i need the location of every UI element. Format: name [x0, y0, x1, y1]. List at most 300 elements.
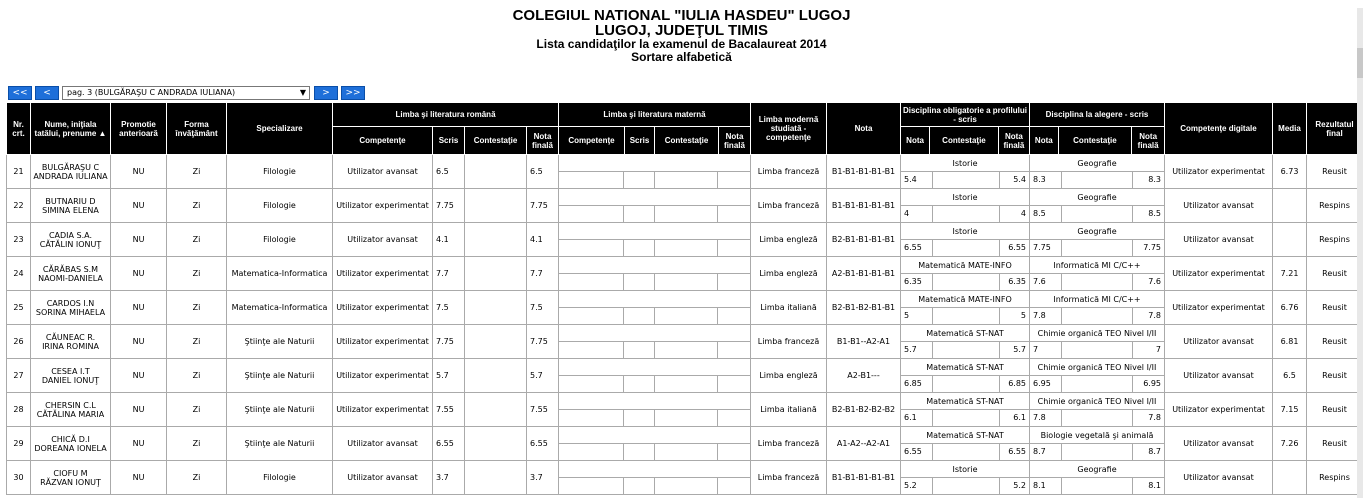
name-line1: BULGĂRAŞU C — [41, 162, 100, 172]
cell-scris: 6.55 — [433, 427, 465, 461]
cell-promotie: NU — [111, 427, 167, 461]
cell-nota-finala: 6.55 — [527, 427, 559, 461]
alg-name: Geografie — [1030, 224, 1164, 240]
cell-lmaterna — [559, 223, 751, 257]
cell-scris: 3.7 — [433, 461, 465, 495]
alg-name: Biologie vegetală şi animală — [1030, 428, 1164, 444]
cell-media — [1273, 189, 1307, 223]
obl-cont — [933, 444, 1000, 460]
obl-cont — [933, 478, 1000, 494]
alg-nota-finala: 7 — [1155, 345, 1161, 354]
cell-scris: 7.75 — [433, 189, 465, 223]
obl-nota-finala: 6.55 — [1008, 447, 1026, 456]
sub-cont: Contestaţie — [655, 127, 719, 155]
cell-nota: B2-B1-B1-B1-B1 — [827, 223, 901, 257]
cell-contestatie — [465, 359, 527, 393]
cell-limba-moderna: Limba engleză — [751, 257, 827, 291]
cell-disciplina-alegere — [1030, 291, 1165, 325]
alg-name: Informatică MI C/C++ — [1030, 292, 1164, 308]
col-lmod: Limba modernă studiată - competenţe — [751, 103, 827, 155]
alg-cont — [1062, 410, 1133, 426]
cell-forma: Zi — [167, 257, 227, 291]
cell-disciplina-alegere — [1030, 155, 1165, 189]
name-line2: NAOMI-DANIELA — [38, 273, 103, 283]
cell-forma: Zi — [167, 393, 227, 427]
scrollbar-thumb[interactable] — [1357, 48, 1363, 78]
cell-disciplina-obligatorie — [901, 427, 1030, 461]
cell-contestatie — [465, 223, 527, 257]
sub-cont: Contestaţie — [465, 127, 527, 155]
obl-nota: 6.85 — [901, 376, 933, 392]
name-line2: CĂTĂLINA MARIA — [36, 409, 105, 419]
cell-rezultat: Reusit — [1307, 359, 1363, 393]
pagination — [8, 86, 368, 100]
alg-nota: 7 — [1030, 342, 1062, 358]
cell-lmaterna — [559, 325, 751, 359]
school-location: LUGOJ, JUDEŢUL TIMIS — [594, 22, 769, 39]
cell-specializare: Ştiinţe ale Naturii — [227, 427, 333, 461]
cell-nota-finala: 7.75 — [527, 189, 559, 223]
alg-nota: 8.5 — [1030, 206, 1062, 222]
alg-nota: 8.3 — [1030, 172, 1062, 188]
alg-nota: 7.8 — [1030, 308, 1062, 324]
cell-nota: B2-B1-B2-B2-B2 — [827, 393, 901, 427]
cell-promotie: NU — [111, 325, 167, 359]
obl-nota-finala: 5.2 — [1013, 481, 1026, 490]
cell-specializare: Filologie — [227, 155, 333, 189]
cell-contestatie — [465, 155, 527, 189]
cell-name — [31, 189, 111, 223]
cell-rezultat: Respins — [1307, 223, 1363, 257]
alg-name: Geografie — [1030, 462, 1164, 478]
sub-nf: Nota finală — [1132, 127, 1165, 155]
obl-nota: 6.1 — [901, 410, 933, 426]
cell-nr: 22 — [7, 189, 31, 223]
cell-promotie: NU — [111, 393, 167, 427]
cell-lmaterna — [559, 291, 751, 325]
name-line2: IRINA ROMINA — [42, 341, 99, 351]
cell-specializare: Filologie — [227, 461, 333, 495]
alg-nota-finala: 8.3 — [1148, 175, 1161, 184]
cell-competente: Utilizator experimentat — [333, 359, 433, 393]
page-select-value: pag. 3 (BULGĂRAŞU C ANDRADA IULIANA) — [67, 88, 236, 97]
cell-name — [31, 359, 111, 393]
cell-promotie: NU — [111, 359, 167, 393]
cell-promotie: NU — [111, 223, 167, 257]
last-page-button[interactable]: >> — [341, 86, 365, 100]
cell-contestatie — [465, 325, 527, 359]
cell-scris: 7.75 — [433, 325, 465, 359]
cell-forma: Zi — [167, 461, 227, 495]
alg-nota-finala: 8.5 — [1148, 209, 1161, 218]
cell-competente-digitale: Utilizator avansat — [1165, 223, 1273, 257]
cell-disciplina-obligatorie — [901, 461, 1030, 495]
cell-disciplina-alegere — [1030, 189, 1165, 223]
name-line1: BUTNARIU D — [45, 196, 96, 206]
cell-specializare: Matematica-Informatica — [227, 257, 333, 291]
table-row — [7, 223, 1363, 257]
list-title: Lista candidaţilor la examenul de Bacalaureat 2014 — [536, 37, 827, 51]
cell-competente: Utilizator avansat — [333, 155, 433, 189]
cell-limba-moderna: Limba franceză — [751, 325, 827, 359]
obl-name: Matematică ST-NAT — [901, 360, 1029, 376]
cell-rezultat: Reusit — [1307, 427, 1363, 461]
col-digital: Competenţe digitale — [1165, 103, 1273, 155]
cell-disciplina-alegere — [1030, 325, 1165, 359]
cell-scris: 7.55 — [433, 393, 465, 427]
cell-disciplina-obligatorie — [901, 393, 1030, 427]
cell-lmaterna — [559, 155, 751, 189]
obl-nota-finala: 5 — [1020, 311, 1026, 320]
alg-cont — [1062, 478, 1133, 494]
cell-limba-moderna: Limba italiană — [751, 291, 827, 325]
cell-competente-digitale: Utilizator avansat — [1165, 461, 1273, 495]
cell-limba-moderna: Limba italiană — [751, 393, 827, 427]
cell-specializare: Matematica-Informatica — [227, 291, 333, 325]
name-line2: DANIEL IONUŢ — [41, 375, 100, 385]
sub-nf: Nota finală — [719, 127, 751, 155]
cell-nota-finala: 7.7 — [527, 257, 559, 291]
obl-name: Istorie — [901, 190, 1029, 206]
cell-lmaterna — [559, 257, 751, 291]
name-line1: CIOFU M — [53, 468, 88, 478]
cell-nr: 23 — [7, 223, 31, 257]
obl-nota: 5 — [901, 308, 933, 324]
alg-nota: 8.1 — [1030, 478, 1062, 494]
cell-forma: Zi — [167, 359, 227, 393]
col-alg: Disciplina la alegere - scris — [1030, 103, 1165, 127]
obl-nota-finala: 6.55 — [1008, 243, 1026, 252]
cell-nota: B1-B1-B1-B1-B1 — [827, 189, 901, 223]
sub-nota: Nota — [901, 127, 930, 155]
cell-nota-finala: 5.7 — [527, 359, 559, 393]
cell-nr: 21 — [7, 155, 31, 189]
cell-lmaterna — [559, 461, 751, 495]
obl-nota: 5.7 — [901, 342, 933, 358]
name-line2: RĂZVAN IONUŢ — [40, 477, 101, 487]
obl-name: Matematică ST-NAT — [901, 326, 1029, 342]
cell-nota-finala: 4.1 — [527, 223, 559, 257]
cell-nota-finala: 7.5 — [527, 291, 559, 325]
cell-promotie: NU — [111, 155, 167, 189]
sub-nota: Nota — [1030, 127, 1059, 155]
cell-limba-moderna: Limba engleză — [751, 359, 827, 393]
cell-competente-digitale: Utilizator experimentat — [1165, 393, 1273, 427]
cell-forma: Zi — [167, 189, 227, 223]
cell-specializare: Filologie — [227, 189, 333, 223]
table-row — [7, 461, 1363, 495]
obl-nota-finala: 5.4 — [1013, 175, 1026, 184]
alg-cont — [1062, 376, 1133, 392]
cell-name — [31, 461, 111, 495]
cell-name — [31, 427, 111, 461]
cell-limba-moderna: Limba franceză — [751, 155, 827, 189]
alg-nota-finala: 7.6 — [1148, 277, 1161, 286]
cell-disciplina-alegere — [1030, 223, 1165, 257]
obl-cont — [933, 376, 1000, 392]
cell-rezultat: Reusit — [1307, 257, 1363, 291]
cell-contestatie — [465, 427, 527, 461]
cell-competente: Utilizator avansat — [333, 223, 433, 257]
vertical-scrollbar[interactable] — [1357, 8, 1363, 498]
table-row — [7, 359, 1363, 393]
cell-competente: Utilizator experimentat — [333, 189, 433, 223]
obl-name: Matematică ST-NAT — [901, 394, 1029, 410]
name-line2: SORINA MIHAELA — [35, 307, 106, 317]
cell-scris: 7.7 — [433, 257, 465, 291]
obl-name: Matematică MATE-INFO — [901, 258, 1029, 274]
obl-name: Istorie — [901, 156, 1029, 172]
cell-nr: 28 — [7, 393, 31, 427]
obl-nota: 5.2 — [901, 478, 933, 494]
cell-disciplina-alegere — [1030, 427, 1165, 461]
obl-cont — [933, 410, 1000, 426]
next-page-button[interactable]: > — [314, 86, 338, 100]
alg-cont — [1062, 308, 1133, 324]
cell-nr: 30 — [7, 461, 31, 495]
cell-competente: Utilizator experimentat — [333, 291, 433, 325]
obl-nota-finala: 6.85 — [1008, 379, 1026, 388]
cell-name — [31, 223, 111, 257]
col-nota: Nota — [827, 103, 901, 155]
cell-contestatie — [465, 257, 527, 291]
col-promotie: Promotie anterioară — [111, 103, 167, 155]
col-lmat: Limba şi literatura maternă — [559, 103, 751, 127]
sub-cont: Contestaţie — [1058, 127, 1132, 155]
sub-scris: Scris — [625, 127, 655, 155]
alg-nota: 7.75 — [1030, 240, 1062, 256]
chevron-down-icon: ▼ — [299, 88, 306, 97]
col-lrom: Limba şi literatura română — [333, 103, 559, 127]
col-forma: Forma învăţământ — [167, 103, 227, 155]
alg-nota-finala: 8.1 — [1148, 481, 1161, 490]
cell-disciplina-obligatorie — [901, 189, 1030, 223]
cell-rezultat: Reusit — [1307, 291, 1363, 325]
sub-comp: Competenţe — [333, 127, 433, 155]
cell-rezultat: Reusit — [1307, 393, 1363, 427]
name-line1: CADIA S.A. — [48, 230, 93, 240]
obl-cont — [933, 172, 1000, 188]
alg-nota-finala: 6.95 — [1143, 379, 1161, 388]
cell-nota: B1-B1-B1-B1-B1 — [827, 155, 901, 189]
name-line1: CHICĂ D.I — [51, 434, 90, 444]
name-line1: CHERSIN C.L — [45, 400, 96, 410]
cell-disciplina-obligatorie — [901, 325, 1030, 359]
cell-specializare: Ştiinţe ale Naturii — [227, 325, 333, 359]
cell-nr: 29 — [7, 427, 31, 461]
alg-name: Geografie — [1030, 156, 1164, 172]
cell-nr: 27 — [7, 359, 31, 393]
cell-contestatie — [465, 291, 527, 325]
first-page-button[interactable]: << — [8, 86, 32, 100]
cell-competente: Utilizator experimentat — [333, 257, 433, 291]
cell-forma: Zi — [167, 155, 227, 189]
col-name[interactable]: Nume, iniţiala tatălui, prenume ▲ — [31, 103, 111, 155]
sub-scris: Scris — [433, 127, 465, 155]
cell-promotie: NU — [111, 291, 167, 325]
cell-nr: 24 — [7, 257, 31, 291]
cell-lmaterna — [559, 427, 751, 461]
cell-promotie: NU — [111, 461, 167, 495]
cell-limba-moderna: Limba engleză — [751, 223, 827, 257]
sub-nf: Nota finală — [527, 127, 559, 155]
cell-competente-digitale: Utilizator avansat — [1165, 359, 1273, 393]
sub-cont: Contestaţie — [930, 127, 999, 155]
cell-nota: B1-B1--A2-A1 — [827, 325, 901, 359]
prev-page-button[interactable]: < — [35, 86, 59, 100]
cell-forma: Zi — [167, 223, 227, 257]
obl-nota: 5.4 — [901, 172, 933, 188]
cell-competente: Utilizator avansat — [333, 427, 433, 461]
cell-scris: 6.5 — [433, 155, 465, 189]
table-row — [7, 257, 1363, 291]
obl-nota: 6.55 — [901, 444, 933, 460]
alg-nota: 7.6 — [1030, 274, 1062, 290]
cell-promotie: NU — [111, 257, 167, 291]
obl-nota: 6.55 — [901, 240, 933, 256]
name-line2: CĂTĂLIN IONUŢ — [39, 239, 102, 249]
cell-media: 7.15 — [1273, 393, 1307, 427]
cell-lmaterna — [559, 359, 751, 393]
alg-nota-finala: 8.7 — [1148, 447, 1161, 456]
alg-nota: 6.95 — [1030, 376, 1062, 392]
cell-scris: 5.7 — [433, 359, 465, 393]
cell-nota-finala: 7.55 — [527, 393, 559, 427]
obl-cont — [933, 240, 1000, 256]
cell-nota: B1-B1-B1-B1-B1 — [827, 461, 901, 495]
name-line1: CĂRĂBAS S.M — [42, 264, 99, 274]
alg-name: Chimie organică TEO Nivel I/II — [1030, 394, 1164, 410]
col-nr: Nr. crt. — [7, 103, 31, 155]
cell-nota: A2-B1--- — [827, 359, 901, 393]
cell-nota: B2-B1-B2-B1-B1 — [827, 291, 901, 325]
cell-competente: Utilizator avansat — [333, 461, 433, 495]
table-row — [7, 427, 1363, 461]
cell-nota: A1-A2--A2-A1 — [827, 427, 901, 461]
sub-comp: Competenţe — [559, 127, 625, 155]
table-row — [7, 155, 1363, 189]
cell-competente-digitale: Utilizator avansat — [1165, 189, 1273, 223]
name-line2: ANDRADA IULIANA — [33, 171, 108, 181]
alg-cont — [1062, 206, 1133, 222]
cell-disciplina-alegere — [1030, 393, 1165, 427]
cell-contestatie — [465, 189, 527, 223]
table-row — [7, 393, 1363, 427]
cell-disciplina-obligatorie — [901, 359, 1030, 393]
cell-disciplina-alegere — [1030, 461, 1165, 495]
col-rezultat: Rezultatul final — [1307, 103, 1363, 155]
alg-name: Informatică MI C/C++ — [1030, 258, 1164, 274]
cell-rezultat: Respins — [1307, 461, 1363, 495]
cell-disciplina-obligatorie — [901, 155, 1030, 189]
cell-name — [31, 325, 111, 359]
cell-limba-moderna: Limba franceză — [751, 427, 827, 461]
cell-competente-digitale: Utilizator avansat — [1165, 427, 1273, 461]
cell-contestatie — [465, 461, 527, 495]
cell-disciplina-obligatorie — [901, 257, 1030, 291]
cell-disciplina-alegere — [1030, 257, 1165, 291]
cell-forma: Zi — [167, 291, 227, 325]
alg-nota-finala: 7.8 — [1148, 311, 1161, 320]
name-line1: CĂUNEAC R. — [45, 332, 96, 342]
obl-cont — [933, 206, 1000, 222]
cell-limba-moderna: Limba franceză — [751, 461, 827, 495]
candidates-table — [6, 102, 1363, 495]
alg-nota: 7.8 — [1030, 410, 1062, 426]
cell-media: 7.21 — [1273, 257, 1307, 291]
obl-name: Istorie — [901, 462, 1029, 478]
cell-name — [31, 291, 111, 325]
cell-competente-digitale: Utilizator experimentat — [1165, 291, 1273, 325]
cell-media — [1273, 461, 1307, 495]
cell-competente-digitale: Utilizator avansat — [1165, 325, 1273, 359]
obl-name: Matematică ST-NAT — [901, 428, 1029, 444]
cell-media: 6.5 — [1273, 359, 1307, 393]
alg-cont — [1062, 274, 1133, 290]
cell-competente-digitale: Utilizator experimentat — [1165, 257, 1273, 291]
cell-competente-digitale: Utilizator experimentat — [1165, 155, 1273, 189]
cell-name — [31, 155, 111, 189]
alg-cont — [1062, 240, 1133, 256]
name-line2: DOREANA IONELA — [34, 443, 107, 453]
cell-nota: A2-B1-B1-B1-B1 — [827, 257, 901, 291]
cell-media: 6.76 — [1273, 291, 1307, 325]
page-header — [0, 8, 1363, 64]
cell-media — [1273, 223, 1307, 257]
table-row — [7, 291, 1363, 325]
col-media: Media — [1273, 103, 1307, 155]
cell-media: 6.73 — [1273, 155, 1307, 189]
sub-nf: Nota finală — [998, 127, 1029, 155]
obl-nota-finala: 5.7 — [1013, 345, 1026, 354]
table-row — [7, 189, 1363, 223]
cell-disciplina-obligatorie — [901, 223, 1030, 257]
obl-nota: 6.35 — [901, 274, 933, 290]
cell-scris: 4.1 — [433, 223, 465, 257]
school-title: COLEGIUL NATIONAL "IULIA HASDEU" LUGOJ — [512, 7, 851, 24]
cell-limba-moderna: Limba franceză — [751, 189, 827, 223]
cell-rezultat: Respins — [1307, 189, 1363, 223]
alg-nota-finala: 7.8 — [1148, 413, 1161, 422]
alg-name: Chimie organică TEO Nivel I/II — [1030, 360, 1164, 376]
cell-contestatie — [465, 393, 527, 427]
cell-specializare: Ştiinţe ale Naturii — [227, 393, 333, 427]
col-specializare: Specializare — [227, 103, 333, 155]
obl-nota: 4 — [901, 206, 933, 222]
table-row — [7, 325, 1363, 359]
alg-nota-finala: 7.75 — [1143, 243, 1161, 252]
alg-cont — [1062, 342, 1133, 358]
obl-nota-finala: 4 — [1020, 209, 1026, 218]
alg-cont — [1062, 444, 1133, 460]
obl-cont — [933, 274, 1000, 290]
page-select[interactable] — [62, 86, 310, 100]
cell-nota-finala: 6.5 — [527, 155, 559, 189]
cell-rezultat: Reusit — [1307, 155, 1363, 189]
cell-scris: 7.5 — [433, 291, 465, 325]
alg-name: Chimie organică TEO Nivel I/II — [1030, 326, 1164, 342]
cell-nota-finala: 7.75 — [527, 325, 559, 359]
cell-lmaterna — [559, 393, 751, 427]
cell-rezultat: Reusit — [1307, 325, 1363, 359]
cell-nr: 26 — [7, 325, 31, 359]
obl-name: Matematică MATE-INFO — [901, 292, 1029, 308]
cell-nota-finala: 3.7 — [527, 461, 559, 495]
cell-forma: Zi — [167, 325, 227, 359]
obl-name: Istorie — [901, 224, 1029, 240]
cell-competente: Utilizator experimentat — [333, 393, 433, 427]
cell-specializare: Filologie — [227, 223, 333, 257]
